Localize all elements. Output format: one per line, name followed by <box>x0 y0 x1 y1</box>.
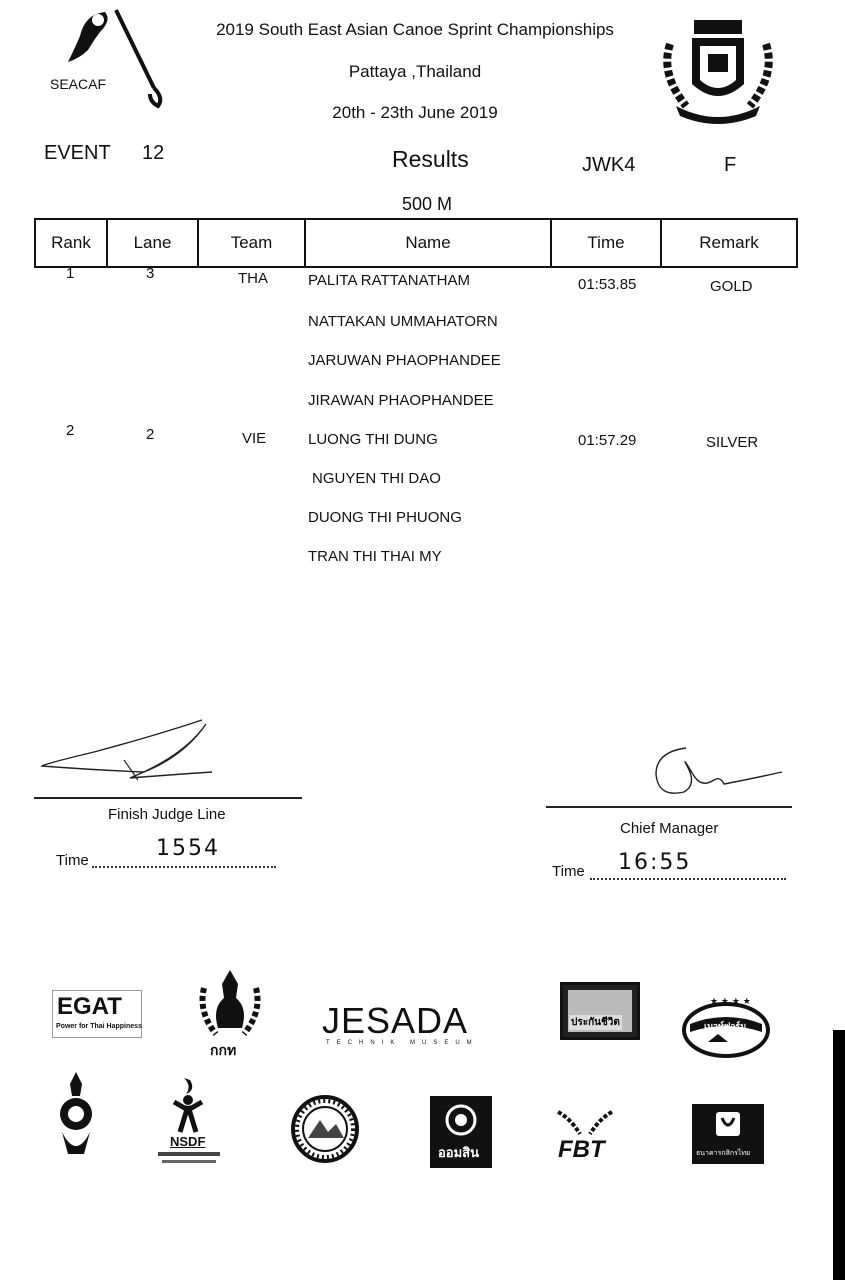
chief-manager-signature <box>636 740 786 802</box>
laurel-icon <box>554 1108 616 1138</box>
bank-emblem-icon <box>692 1104 764 1148</box>
time-cell: 01:53.85 <box>578 276 637 293</box>
athlete-name: TRAN THI THAI MY <box>308 548 442 565</box>
lane-cell: 3 <box>146 265 155 282</box>
gsb-emblem-icon <box>430 1096 492 1140</box>
athlete-name: LUONG THI DUNG <box>308 431 438 448</box>
time-cell: 01:57.29 <box>578 432 637 449</box>
finish-judge-time-line <box>92 866 276 868</box>
finish-judge-label: Finish Judge Line <box>108 806 226 823</box>
jesada-subtitle: TECHNIK MUSEUM <box>326 1040 479 1046</box>
torch-athlete-icon <box>156 1076 222 1136</box>
insurance-logo <box>560 982 640 1040</box>
finish-judge-line <box>34 797 302 799</box>
kkt-logo <box>196 968 264 1060</box>
header-name: Name <box>305 219 551 267</box>
egat-logo <box>52 990 142 1038</box>
egat-name: EGAT <box>57 993 122 1020</box>
royal-crest-icon <box>656 14 780 124</box>
svg-text:★ ★ ★ ★: ★ ★ ★ ★ <box>710 997 751 1007</box>
insurance-label: ประกันชีวิต <box>571 1017 620 1028</box>
jesada-logo <box>322 1000 479 1050</box>
egat-tagline: Power for Thai Happiness <box>56 1023 142 1030</box>
nsdf-logo <box>156 1076 222 1166</box>
athlete-name: JIRAWAN PHAOPHANDEE <box>308 392 494 409</box>
results-heading: Results <box>392 146 469 172</box>
gsb-label: ออมสิน <box>438 1145 480 1160</box>
fbt-logo <box>554 1108 616 1168</box>
thai-emblem-logo <box>656 14 780 124</box>
header-lane: Lane <box>107 219 198 267</box>
event-category: JWK4 <box>582 154 636 176</box>
athlete-name: JARUWAN PHAOPHANDEE <box>308 352 501 369</box>
rank-cell: 1 <box>66 265 75 282</box>
athlete-name: DUONG THI PHUONG <box>308 509 462 526</box>
team-cell: THA <box>238 270 268 287</box>
seal-icon <box>290 1094 360 1164</box>
chief-manager-label: Chief Manager <box>620 820 719 837</box>
nsdf-label: NSDF <box>170 1134 206 1149</box>
results-table-header <box>34 218 798 268</box>
chief-manager-time-line <box>590 878 786 880</box>
finish-judge-time-label: Time <box>56 852 89 869</box>
athlete-name: NATTAKAN UMMAHATORN <box>308 313 498 330</box>
navy-emblem-logo <box>54 1070 98 1162</box>
event-distance: 500 M <box>402 194 453 214</box>
remark-cell: SILVER <box>706 434 759 451</box>
remark-cell: GOLD <box>710 278 753 295</box>
seacaf-label: SEACAF <box>50 76 107 92</box>
jesada-name: JESADA <box>322 1000 469 1041</box>
bank-logo <box>692 1104 764 1164</box>
navy-crest-icon <box>54 1070 98 1162</box>
header-rank: Rank <box>35 219 107 267</box>
rank-cell: 2 <box>66 422 75 439</box>
header-team: Team <box>198 219 305 267</box>
royal-symbol-icon <box>196 968 264 1044</box>
lane-cell: 2 <box>146 426 155 443</box>
fbt-label: FBT <box>558 1136 605 1163</box>
header-remark: Remark <box>661 219 797 267</box>
farm-label: เมาท์ฟาร์ม <box>704 1021 747 1031</box>
seacaf-logo <box>50 6 170 110</box>
chief-manager-line <box>546 806 792 808</box>
event-stage: F <box>724 154 737 176</box>
event-label: EVENT <box>44 142 111 164</box>
athlete-name: NGUYEN THI DAO <box>312 470 441 487</box>
farm-logo <box>680 996 772 1066</box>
team-cell: VIE <box>242 430 267 447</box>
bank-label: ธนาคารกสิกรไทย <box>696 1150 751 1157</box>
header-time: Time <box>551 219 661 267</box>
championship-location: Pattaya ,Thailand <box>348 62 482 81</box>
gsb-logo <box>430 1096 492 1168</box>
scan-edge-shadow <box>833 1030 845 1280</box>
chief-manager-time-label: Time <box>552 863 585 880</box>
canoe-paddler-icon <box>50 6 170 110</box>
university-seal-logo <box>290 1094 360 1164</box>
kkt-label: กกท <box>210 1042 237 1058</box>
chief-manager-time-value: 16:55 <box>618 850 692 875</box>
athlete-name: PALITA RATTANATHAM <box>308 272 470 289</box>
finish-judge-signature <box>34 716 224 786</box>
championship-dates: 20th - 23th June 2019 <box>332 103 498 122</box>
finish-judge-time-value: 1554 <box>156 836 220 861</box>
event-number: 12 <box>142 142 165 164</box>
championship-title: 2019 South East Asian Canoe Sprint Championships <box>216 20 614 39</box>
